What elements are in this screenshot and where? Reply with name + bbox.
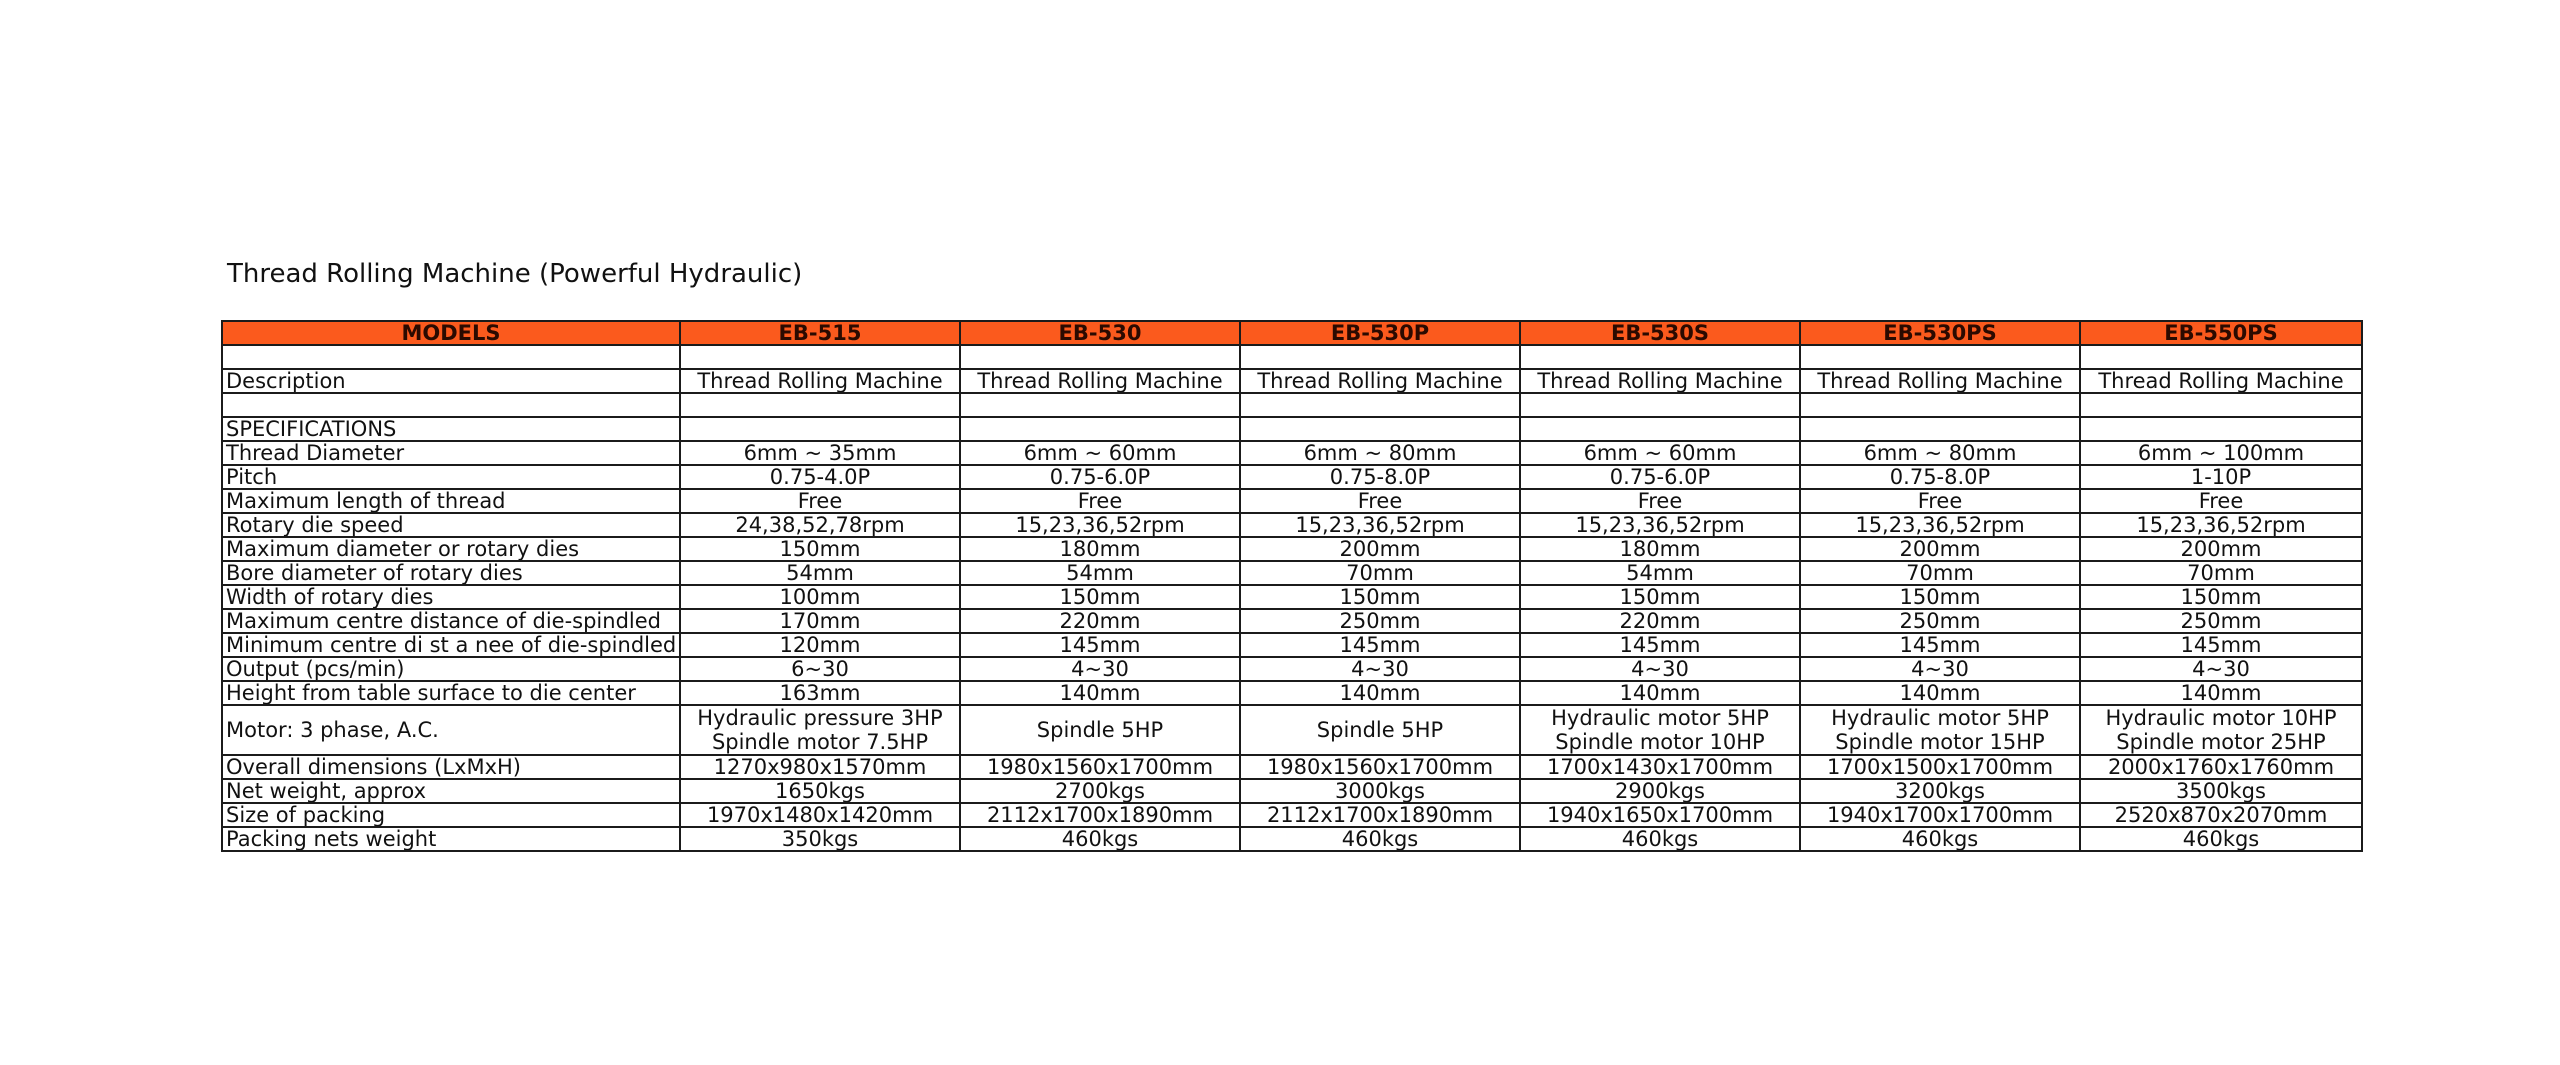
table-cell: 4~30 bbox=[1520, 657, 1800, 681]
motor-line: Hydraulic motor 10HP bbox=[2105, 706, 2337, 730]
blank-cell bbox=[960, 345, 1240, 369]
motor-line: Hydraulic pressure 3HP bbox=[697, 706, 943, 730]
table-cell: 15,23,36,52rpm bbox=[960, 513, 1240, 537]
blank-cell bbox=[1240, 393, 1520, 417]
motor-line: Hydraulic motor 5HP bbox=[1831, 706, 2049, 730]
table-cell: 70mm bbox=[1240, 561, 1520, 585]
row-label: Width of rotary dies bbox=[222, 585, 680, 609]
table-cell: 250mm bbox=[2080, 609, 2362, 633]
table-cell: 250mm bbox=[1240, 609, 1520, 633]
blank-cell bbox=[2080, 417, 2362, 441]
blank-cell bbox=[680, 417, 960, 441]
table-row bbox=[222, 609, 2362, 633]
blank-cell bbox=[960, 417, 1240, 441]
row-label: Maximum centre distance of die-spindled bbox=[222, 609, 680, 633]
table-cell: 1980x1560x1700mm bbox=[1240, 755, 1520, 779]
table-cell: 145mm bbox=[2080, 633, 2362, 657]
table-cell: 24,38,52,78rpm bbox=[680, 513, 960, 537]
table-cell: 460kgs bbox=[2080, 827, 2362, 851]
page-title: Thread Rolling Machine (Powerful Hydraulic) bbox=[227, 259, 803, 289]
table-cell: 70mm bbox=[2080, 561, 2362, 585]
table-cell: 1270x980x1570mm bbox=[680, 755, 960, 779]
blank-cell bbox=[680, 393, 960, 417]
table-cell: 0.75-8.0P bbox=[1240, 465, 1520, 489]
table-cell bbox=[960, 705, 1240, 755]
table-cell bbox=[1800, 705, 2080, 755]
row-label: Packing nets weight bbox=[222, 827, 680, 851]
table-header-row bbox=[222, 321, 2362, 345]
table-cell: 3000kgs bbox=[1240, 779, 1520, 803]
blank-cell bbox=[1800, 345, 2080, 369]
table-cell: Thread Rolling Machine bbox=[1520, 369, 1800, 393]
table-cell: 150mm bbox=[2080, 585, 2362, 609]
table-cell: 0.75-8.0P bbox=[1800, 465, 2080, 489]
table-cell: 460kgs bbox=[1240, 827, 1520, 851]
description-row bbox=[222, 369, 2362, 393]
blank-row bbox=[222, 345, 2362, 369]
motor-line: Spindle motor 15HP bbox=[1835, 730, 2045, 754]
row-label: Size of packing bbox=[222, 803, 680, 827]
table-cell: 120mm bbox=[680, 633, 960, 657]
table-cell: Thread Rolling Machine bbox=[680, 369, 960, 393]
table-cell: 140mm bbox=[2080, 681, 2362, 705]
table-cell: 200mm bbox=[1240, 537, 1520, 561]
table-cell: 6mm ~ 80mm bbox=[1240, 441, 1520, 465]
blank-cell bbox=[1520, 345, 1800, 369]
table-cell: 1700x1500x1700mm bbox=[1800, 755, 2080, 779]
table-row bbox=[222, 657, 2362, 681]
row-label: Height from table surface to die center bbox=[222, 681, 680, 705]
blank-cell bbox=[1520, 417, 1800, 441]
models-header: MODELS bbox=[222, 321, 680, 345]
row-label: Motor: 3 phase, A.C. bbox=[222, 705, 680, 755]
table-cell: 140mm bbox=[1800, 681, 2080, 705]
table-cell: 150mm bbox=[680, 537, 960, 561]
table-row bbox=[222, 803, 2362, 827]
table-cell: Thread Rolling Machine bbox=[960, 369, 1240, 393]
table-cell: 163mm bbox=[680, 681, 960, 705]
table-cell: 6mm ~ 35mm bbox=[680, 441, 960, 465]
table-cell: 54mm bbox=[960, 561, 1240, 585]
table-cell: Thread Rolling Machine bbox=[2080, 369, 2362, 393]
table-row bbox=[222, 441, 2362, 465]
blank-cell bbox=[2080, 393, 2362, 417]
table-row bbox=[222, 561, 2362, 585]
blank-cell bbox=[1240, 417, 1520, 441]
table-cell: 15,23,36,52rpm bbox=[1520, 513, 1800, 537]
model-header: EB-550PS bbox=[2080, 321, 2362, 345]
motor-line: Spindle 5HP bbox=[1036, 718, 1164, 742]
table-cell: 350kgs bbox=[680, 827, 960, 851]
row-label: Bore diameter of rotary dies bbox=[222, 561, 680, 585]
table-cell: 220mm bbox=[1520, 609, 1800, 633]
table-cell: 460kgs bbox=[1520, 827, 1800, 851]
table-cell: 1980x1560x1700mm bbox=[960, 755, 1240, 779]
table-cell: 220mm bbox=[960, 609, 1240, 633]
table-cell: 145mm bbox=[960, 633, 1240, 657]
motor-line: Spindle 5HP bbox=[1316, 718, 1444, 742]
table-cell: 1650kgs bbox=[680, 779, 960, 803]
table-cell: 4~30 bbox=[2080, 657, 2362, 681]
row-label: Minimum centre di st a nee of die-spindled bbox=[222, 633, 680, 657]
section-label: SPECIFICATIONS bbox=[222, 417, 680, 441]
table-cell bbox=[2080, 705, 2362, 755]
table-cell bbox=[680, 705, 960, 755]
motor-line: Spindle motor 7.5HP bbox=[711, 730, 929, 754]
table-row bbox=[222, 513, 2362, 537]
table-cell: 100mm bbox=[680, 585, 960, 609]
table-cell: 6mm ~ 100mm bbox=[2080, 441, 2362, 465]
blank-cell bbox=[680, 345, 960, 369]
model-header: EB-530PS bbox=[1800, 321, 2080, 345]
row-label: Description bbox=[222, 369, 680, 393]
motor-line: Spindle motor 25HP bbox=[2116, 730, 2326, 754]
table-cell: 150mm bbox=[960, 585, 1240, 609]
blank-cell bbox=[1800, 417, 2080, 441]
table-cell: 145mm bbox=[1240, 633, 1520, 657]
table-cell: 180mm bbox=[1520, 537, 1800, 561]
row-label: Maximum length of thread bbox=[222, 489, 680, 513]
table-row bbox=[222, 585, 2362, 609]
row-label: Thread Diameter bbox=[222, 441, 680, 465]
row-label: Rotary die speed bbox=[222, 513, 680, 537]
table-cell: 2520x870x2070mm bbox=[2080, 803, 2362, 827]
table-cell: 150mm bbox=[1520, 585, 1800, 609]
table-cell: 145mm bbox=[1800, 633, 2080, 657]
table-cell: Free bbox=[960, 489, 1240, 513]
table-cell: 150mm bbox=[1800, 585, 2080, 609]
motor-line: Spindle motor 10HP bbox=[1555, 730, 1765, 754]
blank-cell bbox=[1800, 393, 2080, 417]
motor-line: Hydraulic motor 5HP bbox=[1551, 706, 1769, 730]
table-cell: 6mm ~ 60mm bbox=[960, 441, 1240, 465]
table-cell: 2000x1760x1760mm bbox=[2080, 755, 2362, 779]
blank-cell bbox=[2080, 345, 2362, 369]
table-cell: 200mm bbox=[2080, 537, 2362, 561]
motor-row bbox=[222, 705, 2362, 755]
table-cell: Free bbox=[1520, 489, 1800, 513]
blank-row bbox=[222, 393, 2362, 417]
table-cell: 70mm bbox=[1800, 561, 2080, 585]
table-row bbox=[222, 489, 2362, 513]
table-cell: Free bbox=[2080, 489, 2362, 513]
table-cell: 1940x1700x1700mm bbox=[1800, 803, 2080, 827]
table-row bbox=[222, 537, 2362, 561]
row-label: Pitch bbox=[222, 465, 680, 489]
table-cell: Free bbox=[680, 489, 960, 513]
table-cell: 0.75-6.0P bbox=[1520, 465, 1800, 489]
model-header: EB-530S bbox=[1520, 321, 1800, 345]
blank-cell bbox=[1240, 345, 1520, 369]
row-label: Output (pcs/min) bbox=[222, 657, 680, 681]
table-cell: 2900kgs bbox=[1520, 779, 1800, 803]
table-cell: 1700x1430x1700mm bbox=[1520, 755, 1800, 779]
spec-table bbox=[221, 320, 2363, 852]
table-cell: 0.75-4.0P bbox=[680, 465, 960, 489]
row-label: Maximum diameter or rotary dies bbox=[222, 537, 680, 561]
model-header: EB-530P bbox=[1240, 321, 1520, 345]
table-cell: 3200kgs bbox=[1800, 779, 2080, 803]
table-cell: 180mm bbox=[960, 537, 1240, 561]
table-cell: Thread Rolling Machine bbox=[1240, 369, 1520, 393]
table-cell bbox=[1520, 705, 1800, 755]
table-cell: 140mm bbox=[1240, 681, 1520, 705]
table-cell: 2700kgs bbox=[960, 779, 1240, 803]
table-cell: 15,23,36,52rpm bbox=[2080, 513, 2362, 537]
table-cell: 2112x1700x1890mm bbox=[1240, 803, 1520, 827]
table-cell: 6mm ~ 80mm bbox=[1800, 441, 2080, 465]
table-cell: 15,23,36,52rpm bbox=[1800, 513, 2080, 537]
table-row bbox=[222, 465, 2362, 489]
table-cell: 4~30 bbox=[960, 657, 1240, 681]
table-cell: 4~30 bbox=[1800, 657, 2080, 681]
table-cell: 1940x1650x1700mm bbox=[1520, 803, 1800, 827]
table-cell: 6~30 bbox=[680, 657, 960, 681]
table-cell: 3500kgs bbox=[2080, 779, 2362, 803]
blank-cell bbox=[960, 393, 1240, 417]
table-row bbox=[222, 755, 2362, 779]
table-cell: 460kgs bbox=[960, 827, 1240, 851]
row-label: Net weight, approx bbox=[222, 779, 680, 803]
table-cell: 145mm bbox=[1520, 633, 1800, 657]
table-cell: 4~30 bbox=[1240, 657, 1520, 681]
table-cell: 170mm bbox=[680, 609, 960, 633]
blank-cell bbox=[222, 345, 680, 369]
table-row bbox=[222, 633, 2362, 657]
table-cell: 150mm bbox=[1240, 585, 1520, 609]
table-cell: 140mm bbox=[960, 681, 1240, 705]
specifications-row bbox=[222, 417, 2362, 441]
row-label: Overall dimensions (LxMxH) bbox=[222, 755, 680, 779]
table-cell: 140mm bbox=[1520, 681, 1800, 705]
table-cell: 15,23,36,52rpm bbox=[1240, 513, 1520, 537]
table-cell: 54mm bbox=[680, 561, 960, 585]
model-header: EB-515 bbox=[680, 321, 960, 345]
table-row bbox=[222, 827, 2362, 851]
table-cell: Free bbox=[1240, 489, 1520, 513]
table-cell: Thread Rolling Machine bbox=[1800, 369, 2080, 393]
model-header: EB-530 bbox=[960, 321, 1240, 345]
table-cell: 1970x1480x1420mm bbox=[680, 803, 960, 827]
blank-cell bbox=[222, 393, 680, 417]
table-cell: 2112x1700x1890mm bbox=[960, 803, 1240, 827]
table-cell: 250mm bbox=[1800, 609, 2080, 633]
table-row bbox=[222, 681, 2362, 705]
table-cell: 0.75-6.0P bbox=[960, 465, 1240, 489]
table-cell: 54mm bbox=[1520, 561, 1800, 585]
blank-cell bbox=[1520, 393, 1800, 417]
table-cell bbox=[1240, 705, 1520, 755]
table-cell: 1-10P bbox=[2080, 465, 2362, 489]
table-cell: 460kgs bbox=[1800, 827, 2080, 851]
table-row bbox=[222, 779, 2362, 803]
table-cell: 6mm ~ 60mm bbox=[1520, 441, 1800, 465]
table-cell: 200mm bbox=[1800, 537, 2080, 561]
table-cell: Free bbox=[1800, 489, 2080, 513]
